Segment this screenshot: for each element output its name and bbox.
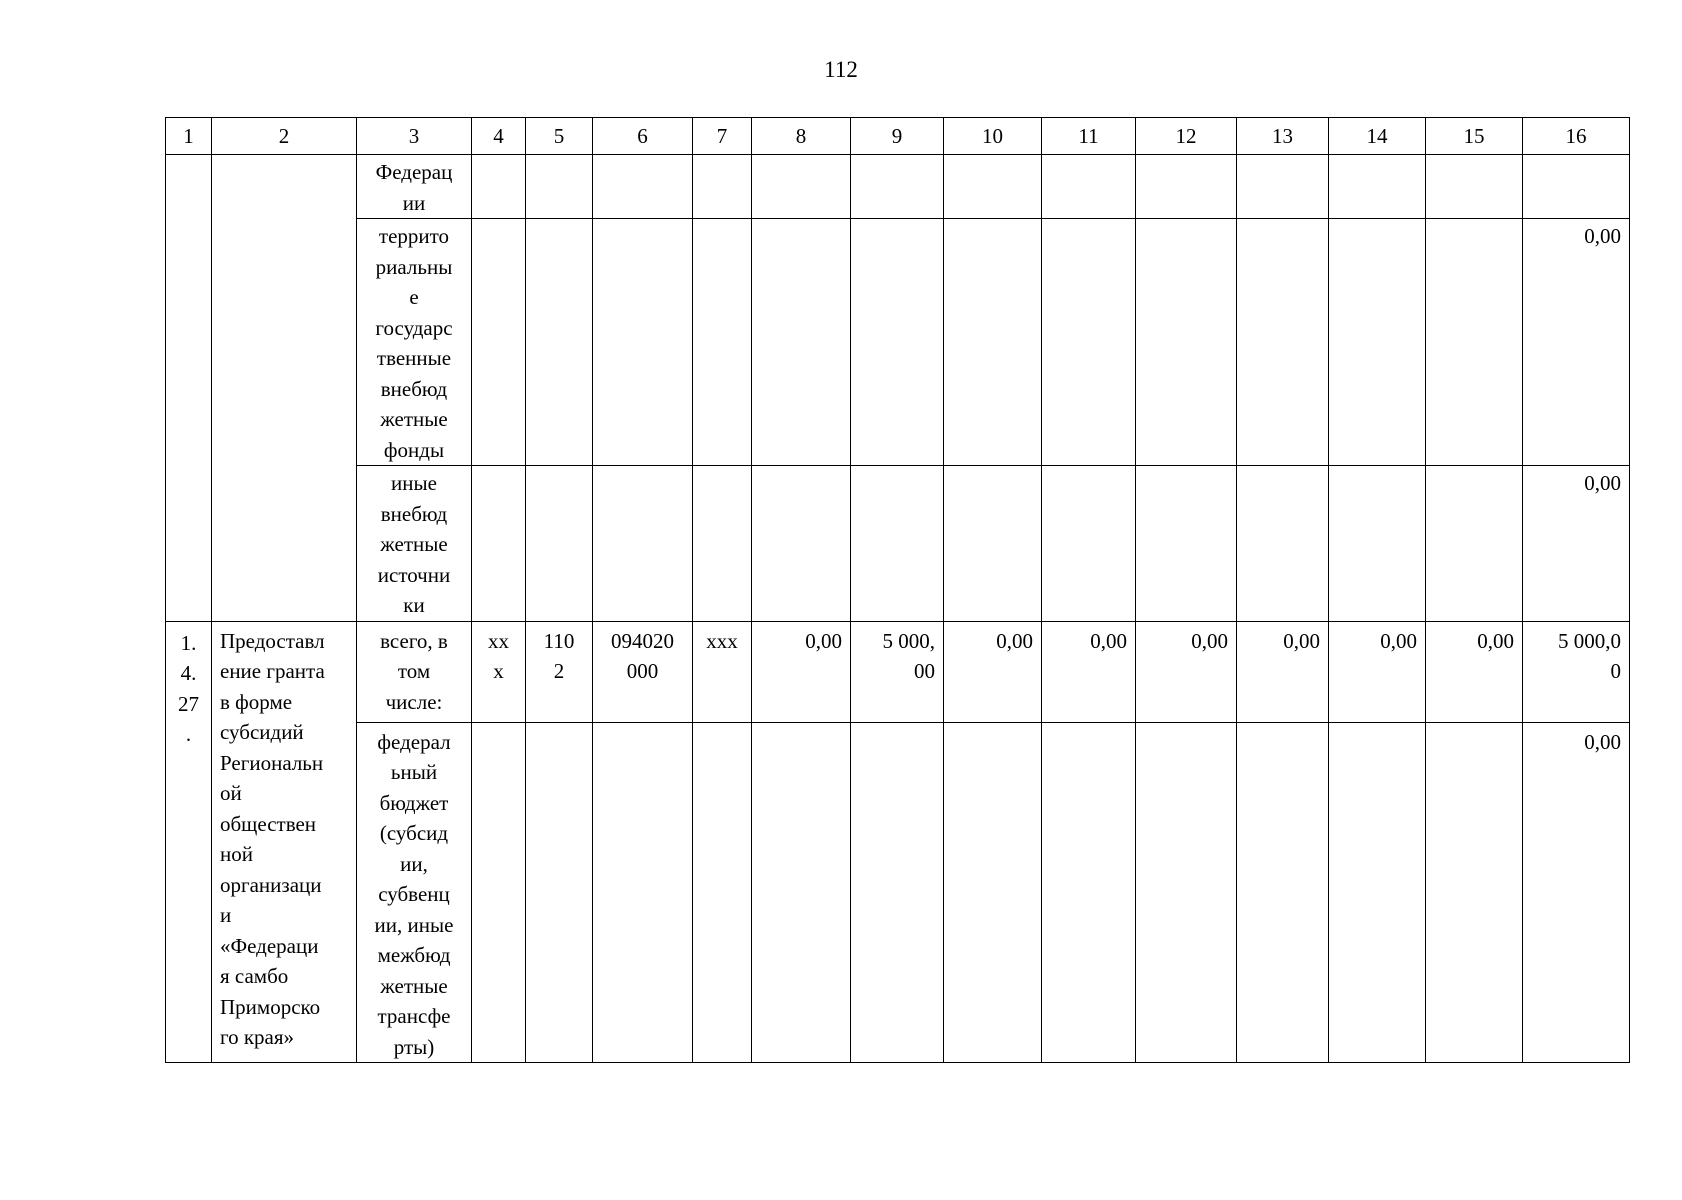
column-header: 16 — [1523, 118, 1630, 155]
column-header: 10 — [944, 118, 1042, 155]
column-header: 8 — [752, 118, 851, 155]
table-row — [166, 466, 1630, 622]
funding-source-cell: всего, в том числе: — [357, 621, 472, 722]
amount-cell: 0,00 — [752, 621, 851, 722]
amount-cell: 0,00 — [1136, 621, 1237, 722]
column-header: 13 — [1237, 118, 1329, 155]
column-header: 5 — [526, 118, 593, 155]
funding-source-cell: иные внебюд жетные источни ки — [357, 466, 472, 622]
table-row — [166, 155, 1630, 219]
column-header: 1 — [166, 118, 212, 155]
funding-source-cell: террито риальны е государс твенные внебюд жетные фонды — [357, 219, 472, 466]
amount-cell: 0,00 — [1523, 722, 1630, 1063]
row-number-cell: 1. 4. 27 . — [166, 621, 212, 1063]
table-row — [166, 621, 1630, 722]
column-header: 6 — [593, 118, 693, 155]
amount-cell: 5 000,0 0 — [1523, 621, 1630, 722]
budget-table — [165, 117, 1630, 1063]
column-header: 11 — [1042, 118, 1136, 155]
table-row — [166, 219, 1630, 466]
item-name-cell: Предоставл ение гранта в форме субсидий Региональн ой обществен ной организаци и «Федераци я самбо Приморско го края» — [212, 621, 357, 1063]
column-header: 9 — [851, 118, 944, 155]
column-header: 12 — [1136, 118, 1237, 155]
funding-source-cell: федерал ьный бюджет (субсид ии, субвенц ии, иные межбюд жетные трансфе рты) — [357, 722, 472, 1063]
column-header: 15 — [1426, 118, 1523, 155]
code-cell: 110 2 — [526, 621, 593, 722]
code-cell: ххх — [693, 621, 752, 722]
code-cell: 094020 000 — [593, 621, 693, 722]
amount-cell: 0,00 — [1426, 621, 1523, 722]
table-row — [166, 722, 1630, 1063]
column-header-row — [166, 118, 1630, 155]
amount-cell: 0,00 — [1237, 621, 1329, 722]
amount-cell: 0,00 — [1042, 621, 1136, 722]
code-cell: хх х — [472, 621, 526, 722]
amount-cell: 0,00 — [1523, 219, 1630, 466]
page-number: 112 — [824, 57, 858, 82]
amount-cell: 0,00 — [1523, 466, 1630, 622]
column-header: 7 — [693, 118, 752, 155]
funding-source-cell: Федерац ии — [357, 155, 472, 219]
item-name-cell — [212, 155, 357, 622]
amount-cell: 0,00 — [1329, 621, 1426, 722]
column-header: 4 — [472, 118, 526, 155]
amount-cell: 5 000, 00 — [851, 621, 944, 722]
column-header: 2 — [212, 118, 357, 155]
column-header: 3 — [357, 118, 472, 155]
amount-cell: 0,00 — [944, 621, 1042, 722]
column-header: 14 — [1329, 118, 1426, 155]
row-number-cell — [166, 155, 212, 622]
